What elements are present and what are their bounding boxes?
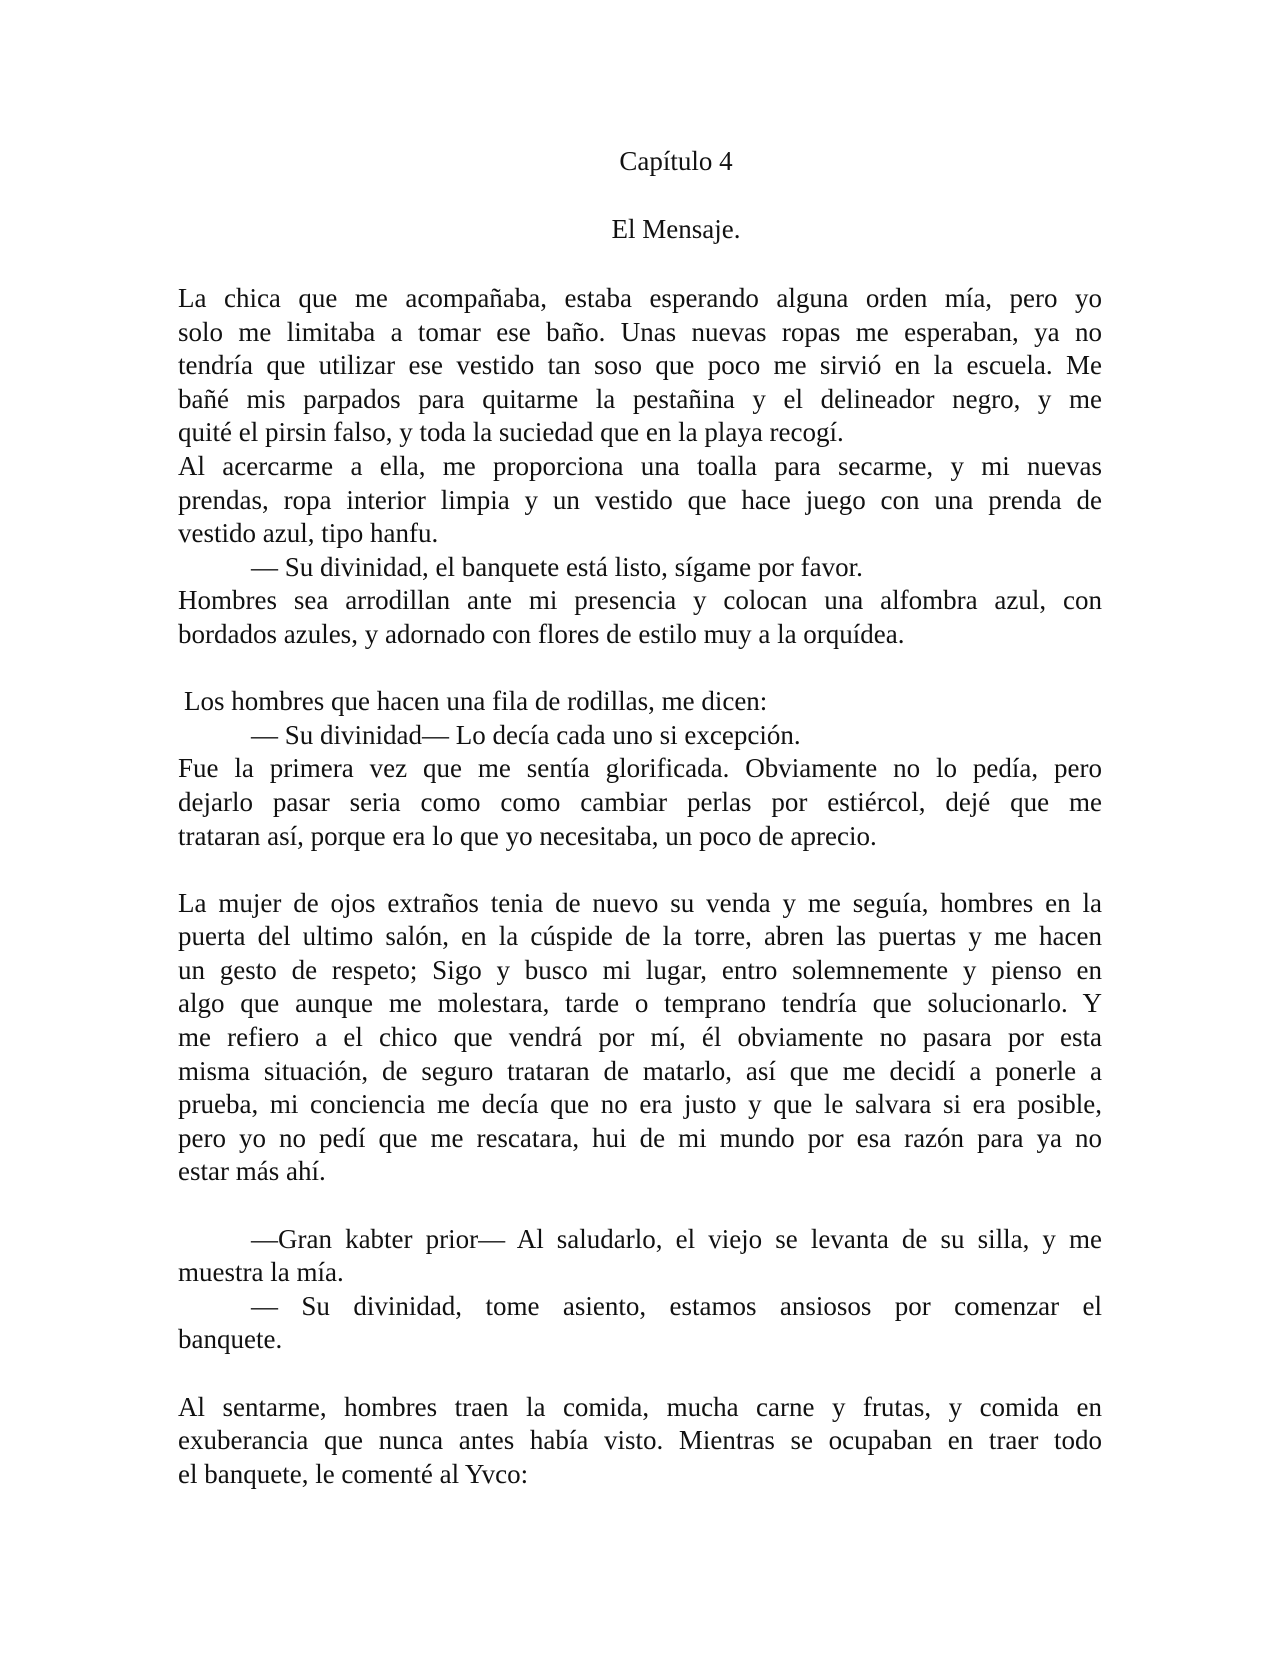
text-line: un gesto de respeto; Sigo y busco mi lugar, entro solemnemente y pienso en xyxy=(178,954,1102,985)
text-line: Hombres sea arrodillan ante mi presencia y colocan una alfombra azul, con xyxy=(178,585,1102,616)
text-line: Al acercarme a ella, me proporciona una toalla para secarme, y mi nuevas xyxy=(178,450,1102,481)
dialogue-line: —Gran kabter prior— Al saludarlo, el viejo se levanta de su silla, y me xyxy=(251,1223,1102,1254)
paragraph-gap xyxy=(178,1357,1102,1391)
paragraph-gap xyxy=(178,652,1102,686)
text-line: algo que aunque me molestara, tarde o temprano tendría que solucionarlo. Y xyxy=(178,988,1102,1019)
text-line: misma situación, de seguro trataran de matarlo, así que me decidí a ponerle a xyxy=(178,1055,1102,1086)
chapter-title: Capítulo 4 xyxy=(619,146,733,176)
paragraph-gap xyxy=(178,1189,1102,1223)
text-line: puerta del ultimo salón, en la cúspide de la torre, abren las puertas y me hacen xyxy=(178,921,1102,952)
text-line: Al sentarme, hombres traen la comida, mucha carne y frutas, y comida en xyxy=(178,1391,1102,1422)
text-line: muestra la mía. xyxy=(178,1257,344,1288)
text-line: banquete. xyxy=(178,1324,283,1355)
text-line: dejarlo pasar seria como como cambiar perlas por estiércol, dejé que me xyxy=(178,786,1102,817)
text-line: estar más ahí. xyxy=(178,1156,326,1187)
text-line: me refiero a el chico que vendrá por mí, él obviamente no pasara por esta xyxy=(178,1022,1102,1053)
text-line: bordados azules, y adornado con flores de estilo muy a la orquídea. xyxy=(178,618,905,649)
text-line: prueba, mi conciencia me decía que no era justo y que le salvara si era posible, xyxy=(178,1089,1102,1120)
text-line: pero yo no pedí que me rescatara, hui de mi mundo por esa razón para ya no xyxy=(178,1122,1102,1153)
text-line: solo me limitaba a tomar ese baño. Unas nuevas ropas me esperaban, ya no xyxy=(178,316,1102,347)
text-line: exuberancia que nunca antes había visto. Mientras se ocupaban en traer todo xyxy=(178,1425,1102,1456)
text-line: el banquete, le comenté al Yvco: xyxy=(178,1458,529,1489)
text-line: prendas, ropa interior limpia y un vestido que hace juego con una prenda de xyxy=(178,484,1102,515)
text-line: vestido azul, tipo hanfu. xyxy=(178,518,439,549)
section-title: El Mensaje. xyxy=(611,214,741,244)
text-line: trataran así, porque era lo que yo necesitaba, un poco de aprecio. xyxy=(178,820,877,851)
text-line: bañé mis parpados para quitarme la pestañina y el delineador negro, y me xyxy=(178,383,1102,414)
text-line: La mujer de ojos extraños tenia de nuevo su venda y me seguía, hombres en la xyxy=(178,887,1102,918)
body-text xyxy=(178,282,1102,1491)
text-line: tendría que utilizar ese vestido tan soso que poco me sirvió en la escuela. Me xyxy=(178,350,1102,381)
text-line: Los hombres que hacen una fila de rodillas, me dicen: xyxy=(184,686,768,717)
dialogue-line: — Su divinidad, tome asiento, estamos ansiosos por comenzar el xyxy=(251,1290,1102,1321)
dialogue-line: — Su divinidad, el banquete está listo, sígame por favor. xyxy=(251,551,863,582)
text-line: Fue la primera vez que me sentía glorificada. Obviamente no lo pedía, pero xyxy=(178,753,1102,784)
paragraph-gap xyxy=(178,853,1102,887)
text-line: La chica que me acompañaba, estaba esperando alguna orden mía, pero yo xyxy=(178,283,1102,313)
dialogue-line: — Su divinidad— Lo decía cada uno si excepción. xyxy=(251,719,801,750)
text-line: quité el pirsin falso, y toda la suciedad que en la playa recogí. xyxy=(178,417,844,448)
